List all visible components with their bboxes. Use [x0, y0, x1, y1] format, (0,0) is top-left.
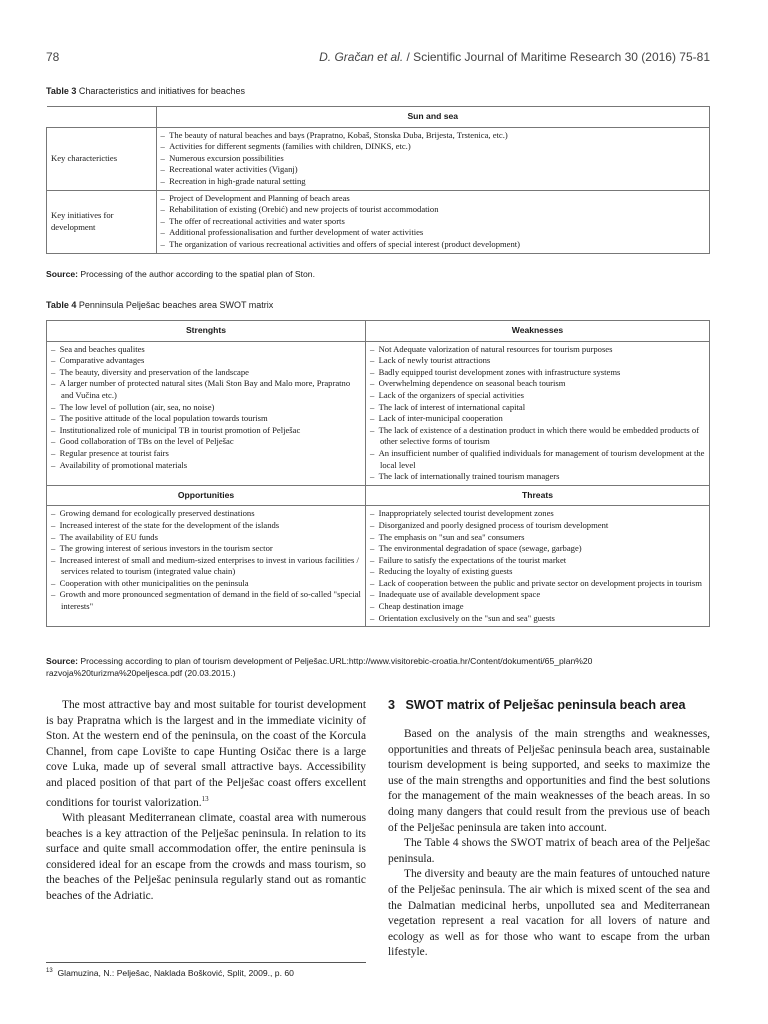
- table4-label: Table 4: [46, 300, 77, 310]
- footnote: [46, 968, 366, 978]
- table3-row: [47, 190, 710, 253]
- list-item: – Lack of cooperation between the public and private sector on development projects in tourism: [370, 578, 705, 590]
- weaknesses-header: Weaknesses: [366, 321, 710, 342]
- table3: [46, 106, 710, 254]
- list-item: – The positive attitude of the local population towards tourism: [51, 413, 361, 425]
- table3-caption: [46, 86, 245, 96]
- table3-row-items: [156, 127, 710, 190]
- list-item: – The availability of EU funds: [51, 532, 361, 544]
- list-item: – Increased interest of small and medium-sized enterprises to invest in various facilities / services related to tourism (integrated value chain): [51, 555, 361, 578]
- table4-source: [46, 655, 710, 679]
- list-item: – Lack of newly tourist attractions: [370, 355, 705, 367]
- table3-column-header: Sun and sea: [156, 107, 710, 128]
- list-item: – A larger number of protected natural sites (Mali Ston Bay and Malo more, Prapratno and Vučina etc.): [51, 378, 361, 401]
- list-item: – Badly equipped tourist development zones with infrastructure systems: [370, 367, 705, 379]
- list-item: – Recreation in high-grade natural setting: [161, 176, 706, 188]
- list-item: – Growing demand for ecologically preserved destinations: [51, 508, 361, 520]
- threats-header: Threats: [366, 485, 710, 506]
- list-item: – Cooperation with other municipalities on the peninsula: [51, 578, 361, 590]
- list-item: – The organization of various recreational activities and offers of special interest (product development): [161, 239, 706, 251]
- body-paragraph: Based on the analysis of the main strengths and weaknesses, opportunities and threats of Pelješac peninsula beach area, sustainable tourism development is being supported, and seeks to maximize the use of the main strengths and opportunities and find the best solutions for the management of the main weaknesses of the beach areas. In so doing many dangers that could result from the previous use of beach of the Pelješac peninsula are taken into account.: [388, 728, 710, 834]
- table3-title: Characteristics and initiatives for beaches: [78, 86, 245, 96]
- threats-cell: [366, 506, 710, 627]
- table3-row: [47, 127, 710, 190]
- swot-table: [46, 320, 710, 627]
- list-item: – Overwhelming dependence on seasonal beach tourism: [370, 378, 705, 390]
- page-number: 78: [46, 50, 60, 64]
- list-item: – An insufficient number of qualified individuals for management of tourism development at the local level: [370, 448, 705, 471]
- list-item: – Inadequate use of available development space: [370, 589, 705, 601]
- opportunities-cell: [47, 506, 366, 627]
- list-item: – Increased interest of the state for the development of the islands: [51, 520, 361, 532]
- source-label: Source:: [46, 656, 78, 666]
- body-paragraph: The diversity and beauty are the main features of untouched nature of the Pelješac peninsula. The air which is mixed scent of the sea and the Dalmatian medicinal herbs, unpolluted sea and Mediterranean vegetation represent a real vacation for all lovers of nature and ecology as well as for those who want to escape from the urban lifestyle.: [388, 868, 710, 959]
- list-item: – Not Adequate valorization of natural resources for tourism purposes: [370, 344, 705, 356]
- list-item: – Inappropriately selected tourist development zones: [370, 508, 705, 520]
- footnote-rule: [46, 962, 366, 963]
- list-item: – The growing interest of serious investors in the tourism sector: [51, 543, 361, 555]
- running-header: [46, 50, 710, 66]
- footnote-text: Glamuzina, N.: Pelješac, Naklada Bošković, Split, 2009., p. 60: [57, 968, 294, 978]
- list-item: – Reducing the loyalty of existing guests: [370, 566, 705, 578]
- list-item: – Additional professionalisation and further development of water activities: [161, 227, 706, 239]
- source-label: Source:: [46, 269, 78, 279]
- strengths-header: Strenghts: [47, 321, 366, 342]
- list-item: – The offer of recreational activities and water sports: [161, 216, 706, 228]
- header-journal: / Scientific Journal of Maritime Research 30 (2016) 75-81: [406, 50, 710, 64]
- body-paragraph: The Table 4 shows the SWOT matrix of beach area of the Pelješac peninsula.: [388, 837, 710, 865]
- body-paragraph: With pleasant Mediterranean climate, coastal area with numerous beaches is a key attraction of the Pelješac peninsula. In relation to its surface and quite small accommodation offer, the entire peninsula is considered ideal for an escape from the crowds and mass tourism, so the beaches of the Pelješac peninsula regularly stand out as romantic beaches of the Adriatic.: [46, 811, 366, 902]
- list-item: – Rehabilitation of existing (Orebić) and new projects of tourist accommodation: [161, 204, 706, 216]
- list-item: – Activities for different segments (families with children, DINKS, etc.): [161, 141, 706, 153]
- list-item: – Lack of the organizers of special activities: [370, 390, 705, 402]
- table4-caption: [46, 300, 273, 310]
- list-item: – The lack of internationally trained tourism managers: [370, 471, 705, 483]
- list-item: – Disorganized and poorly designed process of tourism development: [370, 520, 705, 532]
- list-item: – Cheap destination image: [370, 601, 705, 613]
- list-item: – Institutionalized role of municipal TB in tourist promotion of Pelješac: [51, 425, 361, 437]
- table3-row-label: Key initiatives for development: [47, 190, 157, 253]
- list-item: – The beauty of natural beaches and bays (Prapratno, Kobaš, Stonska Duba, Brijesta, Trstenica, etc.): [161, 130, 706, 142]
- opportunities-header: Opportunities: [47, 485, 366, 506]
- list-item: – Regular presence at tourist fairs: [51, 448, 361, 460]
- list-item: – The environmental degradation of space (sewage, garbage): [370, 543, 705, 555]
- section-heading: [388, 698, 710, 712]
- weaknesses-cell: [366, 341, 710, 485]
- list-item: – Comparative advantages: [51, 355, 361, 367]
- section-number: 3: [388, 698, 396, 712]
- body-paragraph: The most attractive bay and most suitable for tourist development is bay Prapratna which is the largest and in the immediate vicinity of Ston. At the western end of the peninsula, on the coast of the Korcula Channel, from cape Lovište to cape Hunting Osičac there is a large cove Luka, made up of several small attractive bays. Accessibility and placed position of that part of the Pelješac coast offers excellent conditions for tourist valorization.$^{13}$: [46, 699, 366, 809]
- list-item: – The emphasis on "sun and sea" consumers: [370, 532, 705, 544]
- footnote-number: 13: [46, 968, 53, 975]
- list-item: – Failure to satisfy the expectations of the tourist market: [370, 555, 705, 567]
- table3-source: [46, 268, 315, 280]
- source-text: Processing of the author according to the spatial plan of Ston.: [80, 269, 315, 279]
- list-item: – Lack of inter-municipal cooperation: [370, 413, 705, 425]
- list-item: – The beauty, diversity and preservation of the landscape: [51, 367, 361, 379]
- list-item: – Project of Development and Planning of beach areas: [161, 193, 706, 205]
- section-title: SWOT matrix of Pelješac peninsula beach area: [405, 698, 686, 712]
- list-item: – Numerous excursion possibilities: [161, 153, 706, 165]
- list-item: – Orientation exclusively on the "sun and sea" guests: [370, 613, 705, 625]
- strengths-cell: [47, 341, 366, 485]
- source-text: Processing according to plan of tourism development of Pelješac.URL:http://www.visitorebic-croatia.hr/Content/dokumenti/65_plan%20 razvoja%20turizma%20peljesca.pdf (20.03.2015.): [46, 656, 593, 678]
- list-item: – Recreational water activities (Viganj): [161, 164, 706, 176]
- list-item: – Availability of promotional materials: [51, 460, 361, 472]
- table3-row-items: [156, 190, 710, 253]
- table4-title: Penninsula Pelješac beaches area SWOT matrix: [78, 300, 274, 310]
- list-item: – The low level of pollution (air, sea, no noise): [51, 402, 361, 414]
- table3-label: Table 3: [46, 86, 77, 96]
- list-item: – Good collaboration of TBs on the level of Pelješac: [51, 436, 361, 448]
- list-item: – The lack of interest of international capital: [370, 402, 705, 414]
- table3-row-label: Key charactericties: [47, 127, 157, 190]
- left-column: [46, 698, 366, 905]
- table3-header-row: [47, 107, 710, 128]
- right-column: [388, 727, 710, 961]
- journal-citation: [319, 50, 710, 64]
- header-authors: D. Gračan et al.: [319, 50, 404, 64]
- list-item: – The lack of existence of a destination product in which there would be embedded products of other selective forms of tourism: [370, 425, 705, 448]
- list-item: – Sea and beaches qualites: [51, 344, 361, 356]
- list-item: – Growth and more pronounced segmentation of demand in the field of so-called "special interests": [51, 589, 361, 612]
- footnote-ref: 13: [201, 794, 209, 803]
